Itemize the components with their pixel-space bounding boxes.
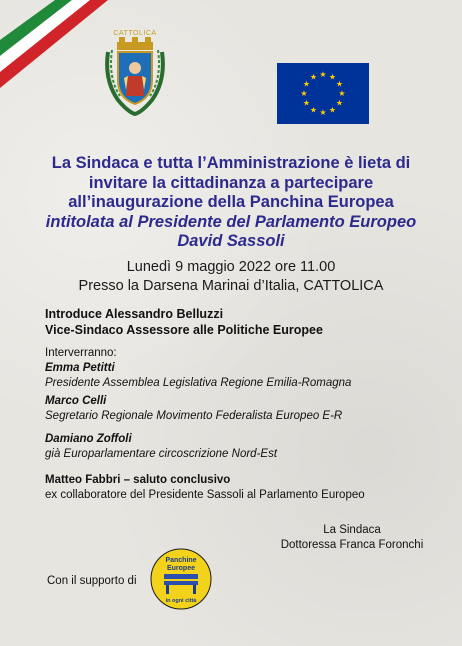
speaker-role: ex collaboratore del Presidente Sassoli al Parlamento Europeo [45,489,365,501]
svg-text:★: ★ [328,105,337,115]
svg-text:★: ★ [309,72,318,82]
speakers-label: Interverranno: [45,347,117,359]
signature-title: La Sindaca [323,524,381,536]
svg-text:★: ★ [335,98,344,108]
svg-text:★: ★ [335,79,344,89]
headline-line: all’inaugurazione della Panchina Europea [68,193,394,211]
headline-dedication: intitolata al Presidente del Parlamento Europeo [45,212,417,231]
speaker-role: già Europarlamentare circoscrizione Nord-Est [45,448,278,460]
badge-line2: Europee [166,565,196,572]
crest-label: CATTOLICA [113,30,157,37]
svg-text:★: ★ [302,98,311,108]
svg-text:★: ★ [328,72,337,82]
speaker-name: Damiano Zoffoli [45,433,132,445]
invitation-headline [30,154,432,252]
svg-text:★: ★ [319,108,327,117]
speaker-role: Segretario Regionale Movimento Federalista Europeo E-R [45,410,343,422]
signature-block [262,523,442,553]
city-crest-icon [100,30,170,116]
badge-line3: in ogni città [165,598,197,604]
panchine-europee-logo-icon [150,548,212,610]
event-date: Lunedì 9 maggio 2022 ore 11.00 [126,259,336,275]
badge-line1: Panchine [165,557,197,564]
introducer [45,306,445,338]
speaker-entry [45,473,445,503]
speaker-role: Presidente Assemblea Legislativa Regione Emilia-Romagna [45,377,352,389]
speaker-entry [45,432,445,462]
speaker-entry [45,394,445,424]
introducer-role: Vice-Sindaco Assessore alle Politiche Europee [45,323,323,337]
event-details [30,258,432,296]
svg-text:★: ★ [309,105,318,115]
svg-text:★: ★ [302,79,311,89]
speaker-name: Matteo Fabbri – saluto conclusivo [45,474,231,486]
headline-line: La Sindaca e tutta l’Amministrazione è lieta di [51,154,411,172]
headline-honoree: David Sassoli [177,232,285,250]
svg-text:★: ★ [300,89,308,98]
svg-text:★: ★ [319,70,327,79]
signature-name: Dottoressa Franca Foronchi [280,539,424,551]
support-label: Con il supporto di [47,575,137,587]
speaker-name: Emma Petitti [45,362,115,374]
speaker-name: Marco Celli [45,395,107,407]
event-place: Presso la Darsena Marinai d’Italia, CATTOLICA [78,278,384,294]
speakers-list [45,346,445,391]
eu-flag-icon [277,63,369,124]
svg-text:★: ★ [338,89,346,98]
headline-line: invitare la cittadinanza a partecipare [88,173,374,192]
introducer-name: Introduce Alessandro Belluzzi [45,307,224,321]
